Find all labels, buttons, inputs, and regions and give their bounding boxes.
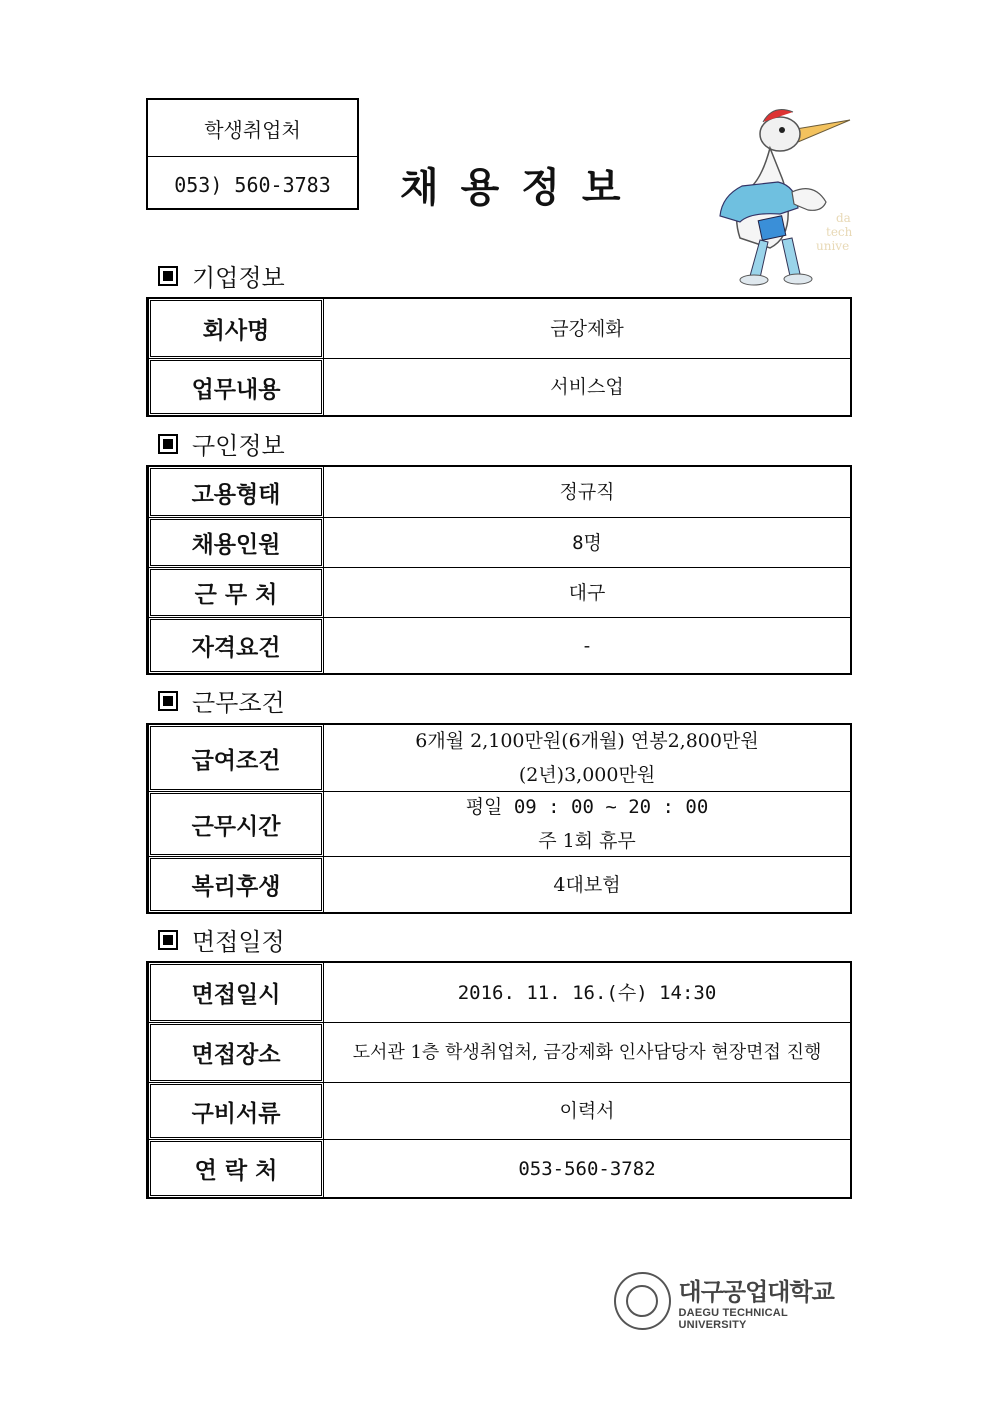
row-label: 채용인원 <box>148 517 324 568</box>
value-line: 주 1회 휴무 <box>538 830 636 852</box>
table-row <box>148 1083 850 1140</box>
table-row <box>148 299 850 359</box>
filled-square-icon <box>158 266 178 286</box>
table-row <box>148 1023 850 1083</box>
office-phone: 053) 560-3783 <box>174 172 331 197</box>
university-seal-icon <box>614 1272 671 1330</box>
office-name: 학생취업처 <box>148 100 357 157</box>
filled-square-icon <box>158 691 178 711</box>
row-label: 업무내용 <box>148 358 324 416</box>
table-row <box>148 359 850 415</box>
svg-text:unive: unive <box>816 239 850 253</box>
conditions-table <box>146 723 852 914</box>
row-value: 053-560-3782 <box>518 1157 656 1180</box>
section-heading-interview <box>156 922 285 957</box>
row-value: 대구 <box>568 581 606 604</box>
row-label: 연 락 처 <box>148 1139 324 1198</box>
table-row <box>148 792 850 857</box>
section-heading-conditions <box>156 683 285 718</box>
university-logo <box>614 1270 854 1332</box>
row-value: 2016. 11. 16.(수) 14:30 <box>457 981 717 1004</box>
section-heading-company <box>156 258 285 293</box>
row-value <box>324 725 850 791</box>
svg-text:da: da <box>836 211 851 225</box>
table-row <box>148 725 850 792</box>
row-value <box>324 792 850 856</box>
university-name-kr: 대구공업대학교 <box>678 1277 834 1306</box>
value-line: 평일 09 : 00 ~ 20 : 00 <box>465 796 709 818</box>
section-heading-job <box>156 426 285 461</box>
section-heading-label: 기업정보 <box>192 264 285 292</box>
filled-square-icon <box>158 930 178 950</box>
value-line: 6개월 2,100만원(6개월) 연봉2,800만원 <box>415 730 759 752</box>
row-value: 정규직 <box>559 481 615 503</box>
row-label: 면접장소 <box>148 1022 324 1083</box>
row-label: 회사명 <box>148 298 324 359</box>
row-label: 복리후생 <box>148 856 324 913</box>
university-name-en: DAEGU TECHNICAL UNIVERSITY <box>678 1306 788 1331</box>
value-line: (2년)3,000만원 <box>518 764 656 786</box>
row-label: 구비서류 <box>148 1082 324 1140</box>
table-row <box>148 518 850 568</box>
row-label: 근무시간 <box>148 791 324 857</box>
table-row <box>148 1140 850 1197</box>
row-label: 자격요건 <box>148 617 324 674</box>
table-row <box>148 857 850 912</box>
row-label: 면접일시 <box>148 962 324 1023</box>
table-row <box>148 568 850 618</box>
row-value: 4대보험 <box>553 873 621 896</box>
row-value: 서비스업 <box>550 376 624 398</box>
table-row <box>148 963 850 1023</box>
page-title: 채용정보 <box>400 165 643 211</box>
row-value: - <box>583 634 591 657</box>
row-value: 이력서 <box>559 1100 615 1122</box>
interview-table <box>146 961 852 1199</box>
table-row <box>148 618 850 673</box>
filled-square-icon <box>158 434 178 454</box>
crane-mascot-icon <box>708 100 853 288</box>
contact-box <box>146 98 359 210</box>
section-heading-label: 면접일정 <box>192 928 285 956</box>
row-label: 급여조건 <box>148 724 324 792</box>
row-value: 금강제화 <box>550 317 624 340</box>
row-label: 근 무 처 <box>148 567 324 618</box>
section-heading-label: 구인정보 <box>192 432 285 460</box>
row-value: 8명 <box>572 531 602 554</box>
job-table <box>146 465 852 675</box>
svg-text:tech: tech <box>826 225 853 239</box>
row-value: 도서관 1층 학생취업처, 금강제화 인사담당자 현장면접 진행 <box>352 1041 822 1063</box>
table-row <box>148 467 850 518</box>
section-heading-label: 근무조건 <box>192 689 285 717</box>
row-label: 고용형태 <box>148 466 324 518</box>
company-table <box>146 297 852 417</box>
